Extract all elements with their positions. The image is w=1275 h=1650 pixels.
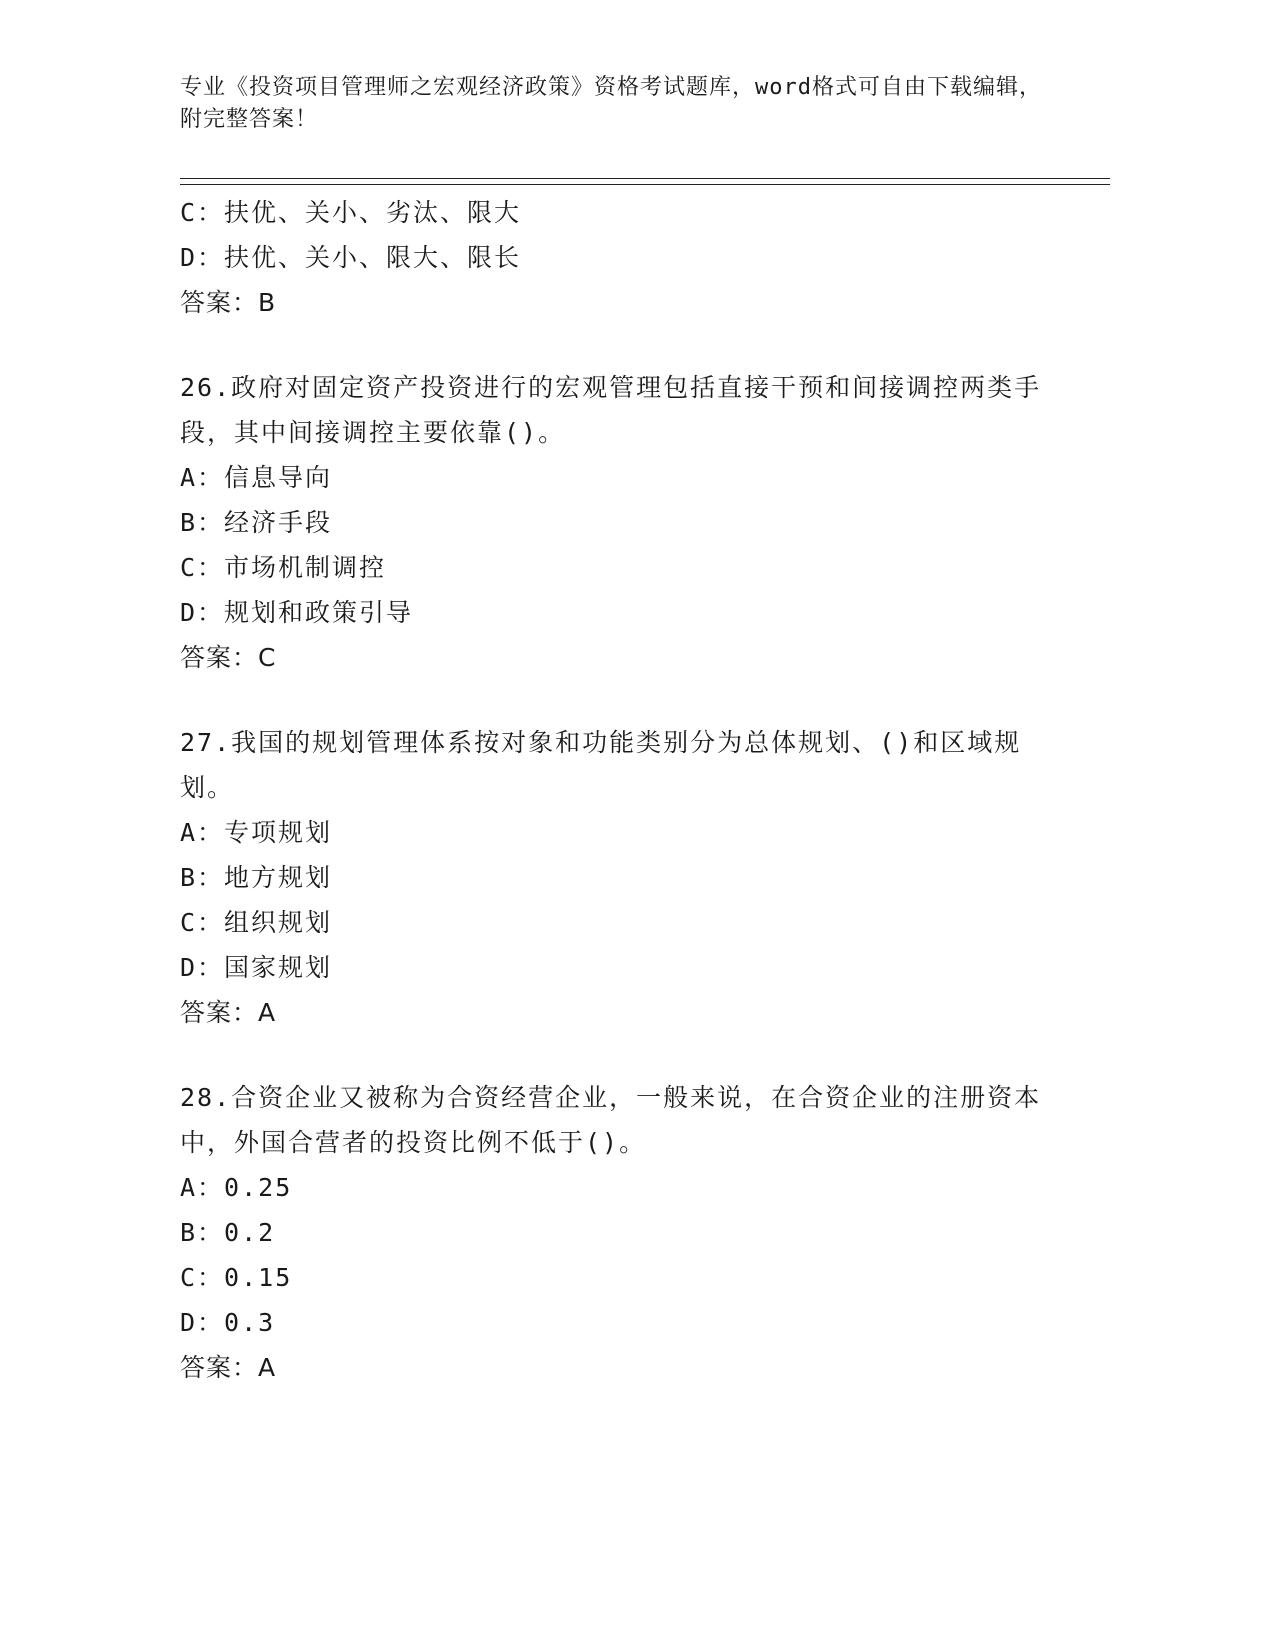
option-c: C：市场机制调控 — [180, 553, 387, 582]
option-d: D：扶优、关小、限大、限长 — [180, 243, 522, 272]
document-header: 专业《投资项目管理师之宏观经济政策》资格考试题库，word格式可自由下载编辑，附完整答案！ — [180, 75, 1042, 132]
option-d: D：0.3 — [180, 1308, 276, 1337]
header-divider-top — [180, 178, 1110, 179]
option-a: A：0.25 — [180, 1173, 293, 1202]
question-28 — [180, 1075, 1060, 1390]
option-c: C：组织规划 — [180, 908, 333, 937]
option-c: C：扶优、关小、劣汰、限大 — [180, 198, 522, 227]
question-stem: 28.合资企业又被称为合资经营企业，一般来说，在合资企业的注册资本中，外国合营者的投资比例不低于()。 — [180, 1083, 1042, 1157]
option-c: C：0.15 — [180, 1263, 293, 1292]
header-divider-bottom — [180, 184, 1110, 185]
question-27 — [180, 720, 1060, 1035]
option-b: B：经济手段 — [180, 508, 333, 537]
option-d: D：国家规划 — [180, 953, 333, 982]
option-a: A：专项规划 — [180, 818, 333, 847]
question-content — [180, 190, 1060, 1390]
answer-line: 答案：B — [180, 288, 277, 317]
option-b: B：0.2 — [180, 1218, 276, 1247]
question-stem: 26.政府对固定资产投资进行的宏观管理包括直接干预和间接调控两类手段，其中间接调控主要依靠()。 — [180, 373, 1042, 447]
option-a: A：信息导向 — [180, 463, 333, 492]
option-d: D：规划和政策引导 — [180, 598, 414, 627]
option-b: B：地方规划 — [180, 863, 333, 892]
question-stem: 27.我国的规划管理体系按对象和功能类别分为总体规划、()和区域规划。 — [180, 728, 1022, 802]
answer-line: 答案：A — [180, 998, 277, 1027]
answer-line: 答案：C — [180, 643, 277, 672]
question-26 — [180, 365, 1060, 680]
intro-block — [180, 190, 1060, 325]
answer-line: 答案：A — [180, 1353, 277, 1382]
